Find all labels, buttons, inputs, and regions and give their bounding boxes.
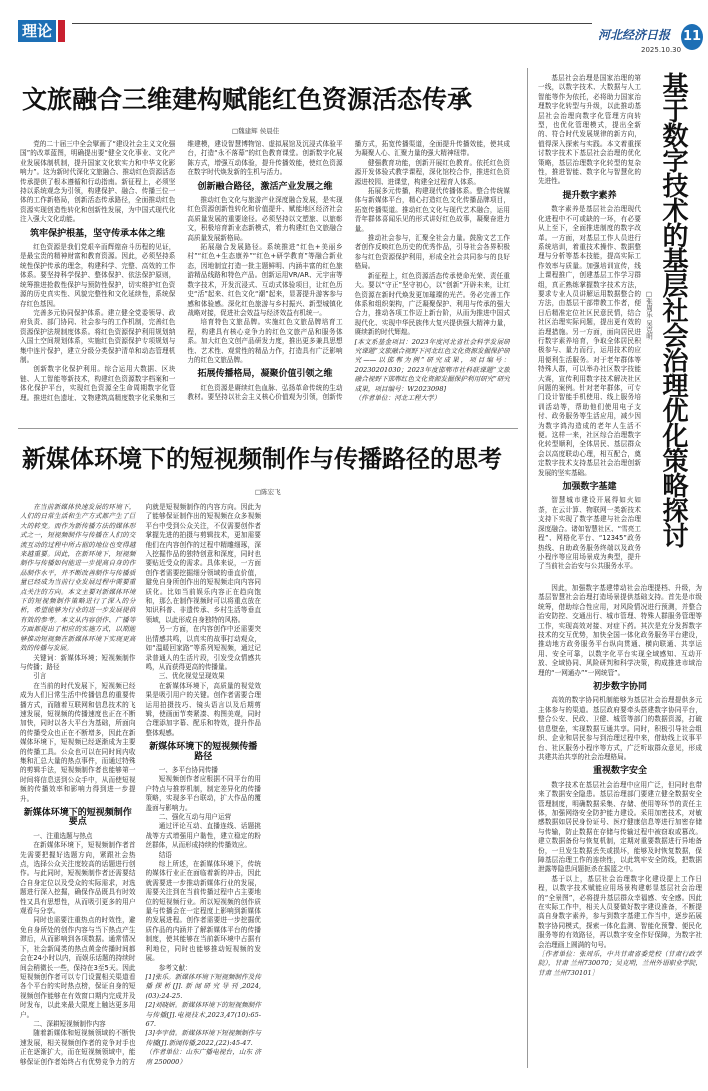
- paragraph: 综上所述，在新媒体环境下，传统的媒体行业正在面临着新的冲击，因此就需要进一步推动新媒体行业的发展，需要关注到在当前传播过程中占主要地位的短视频行业。所以短视频的创作质量与传播会在一定程度上影响到新媒体的发展进程。创作者需要进一步挖掘优质作品的内涵并了解新媒体平台的传播制度，使其能够在当前新环境中占据有利地位，同时也能够推动短视频的发展。: [145, 860, 261, 963]
- paragraph: 健强教育功能，创新开展红色教育。依托红色资源开发体验式教学课程，深化馆校合作，推进红色资源进校园、进课堂，构建全过程育人体系。: [354, 158, 510, 186]
- right-article-body-upper: [538, 74, 641, 584]
- paragraph: [3]李宇倩。新媒体环境下短视频制作与传播[J].新闻传播,2022,(22):45-47.: [145, 1029, 261, 1047]
- section-heading: 创新融合路径，激活产业发展之维: [197, 181, 333, 192]
- newspaper-logo: 河北经济日报: [598, 28, 671, 42]
- paragraph: 推动社会参与，汇聚全社会力量。鼓励文艺工作者创作反映红色历史的优秀作品，引导社会各界积极参与红色资源保护利用，形成全社会共同参与的良好格局。: [354, 234, 510, 271]
- paragraph: 结语: [158, 850, 172, 859]
- paragraph: 同时也需要注重热点的时效性，避免自身所处的创作内容与当下热点产生滞后，从而影响到各项数据。通常情况下，社会新闻类的热点黄金传播时间都会在24小时以内，而娱乐话题的持续时间会稍微长一些，保持在3至5天。因此短视频创作者可以专门设置相关渠道看各个平台的实时热点榜，保证自身的短视频创作能够在有效窗口期内完成并及时发布，以此来最大限度上触达更多用户。: [20, 916, 136, 1019]
- paragraph: 基于以上，基层社会治理数字化建设提上工作日程，以数字技术赋能应用场景构建彰显基层社会治理的“全景图”，必将提升基层群众幸福感、安全感。因此在实际工作中，相关人员要做好数字建设准备，不断提高自身数字素养，参与到数字基建工作当中，逐步拓展数字协同模式，探索一体化监测、智能化预警、便民化服务等的有效路径，再以数字安全作好保障，为数字社会治理画上圆满的句号。: [538, 874, 702, 949]
- top-article-body: [20, 140, 510, 410]
- column-divider: [527, 68, 528, 1068]
- section-badge-bar: [58, 20, 65, 42]
- bottom-article-byline: □陈宏飞: [255, 488, 281, 496]
- paragraph: 引言: [33, 672, 47, 681]
- paragraph: 红色资源是赓续红色血脉、弘扬革命传统的生动教材。要坚持以社会主义核心价值观为引领，创新传播方式，拓宽传播渠道，全面提升传播效能，使其成为凝聚人心、汇聚力量的强大精神纽带。: [187, 140, 510, 402]
- paragraph: 数字技术在基层社会治理中应用广泛，但同时也带来了数据安全隐患。基层治理部门要建立健全数据安全管理制度，明确数据采集、存储、使用等环节的责任主体，加强网络安全防护能力建设。采用加密技术，对敏感数据如居民身份证号、医疗健康信息等进行加密存储与传输，防止数据在存储与传输过程中被窃取或篡改。建立数据备份与恢复机制，定期对重要数据进行异地备份，一旦发生数据丢失或损坏，能够及时恢复数据，保障基层治理工作的连续性，以此筑牢安全防线，把数据泄露等隐患问题扼杀在摇篮之中。: [538, 780, 702, 874]
- paragraph: （作者单位：河北工程大学）: [354, 393, 441, 402]
- paragraph: （作者单位：山东广播电视台，山东 济南 250000）: [145, 1048, 261, 1066]
- paragraph: 培育特色文旅品牌。实施红色文旅品牌培育工程，构建具有核心竞争力的红色文旅产品和服务体系。加大红色文创产品研发力度，推出更多兼具思想性、艺术性、观赏性的精品力作，打造具有广泛影响力的红色文旅品牌。: [187, 318, 343, 364]
- paragraph: 因此，加强数字基建带动社会治理提档、升级，为基层智慧社会治理打造场景提供基础支持。首先是市级统筹，借助综合性应用，对风险情况进行预测，并整合治安防控、交通出行、城市管理、特殊人群服务管理等工作，实现高效对接、对症下药。其次是充分发挥数字技术的交互优势，加快全国一体化政务服务平台建设，推动地方政务服务平台纵向贯通、横向联通、共享运用、安全可靠，以数字化平台实现全域感知、互动开放、全域协同、风险研判和科学决策，构成推进市域治理的“一网通办”“一网统管”。: [538, 584, 702, 677]
- section-label: 理论: [18, 20, 56, 42]
- paragraph: 一、多平台协同传播: [158, 765, 219, 774]
- header-rule: [72, 23, 592, 24]
- paragraph: 高效的数字协同机制能够为基层社会治理提供多元主体参与的渠道。基层政府要牵头搭建数字协同平台，整合公安、民政、卫健、城管等部门的数据资源，打破信息壁垒，实现数据互通共享。同时，积极引导社会组织、企业和居民参与到治理过程中来，借助线上议事平台、社区服务小程序等方式，广泛听取群众意见，形成共建共治共享的社会治理格局。: [538, 696, 702, 761]
- paragraph: 拓展多元传播，构建现代传播体系。整合传统媒体与新媒体平台，精心打造红色文化传播品牌项目，拓宽传播渠道。推动红色文化与现代艺术融合，运用青年群体喜闻乐见的形式讲好红色故事，凝聚奋进力量。: [354, 187, 510, 233]
- paragraph: 三、优化视觉呈现效果: [158, 672, 225, 681]
- section-heading: 筑牢保护根基，坚守传承本体之维: [30, 228, 166, 239]
- paragraph: 红色资源是我们党艰辛而辉煌奋斗历程的见证，是最宝贵的精神财富和教育资源。因此，必须坚持系统性保护传承的理念，构建科学、完整、高效的工作体系。要坚持科学保护、整体保护、依法保护原则，统筹推进抢救性保护与预防性保护，切实维护红色资源的历史真实性、风貌完整性和文化延续性，系统保存红色基因。: [20, 243, 176, 308]
- paragraph: 拓展融合发展路径。系统推进“红色+美丽乡村”“红色+生态康养”“红色+研学教育”等融合新业态，因地制宜打造一批主题鲜明、内涵丰富的红色旅游精品线路和特色产品。创新运用VR/AR、元宇宙等数字技术，开发沉浸式、互动式体验项目，让红色历史“活”起来、红色文化“潮”起来，显著提升游客参与感和体验感。深化红色旅游与乡村振兴、新型城镇化战略对接，促进社会效益与经济效益有机统一。: [187, 243, 343, 317]
- paragraph: 创新数字化保护利用。综合运用大数据、区块链、人工智能等新技术，构建红色资源数字档案和一体化保护平台，实现红色资源全生命周期数字化管理。推进红色遗址、文物建筑高精度数字化采集和三维建模，建设智慧博物馆、虚拟展馆及沉浸式体验平台，打造“永不落幕”的红色教育课堂。创新数字化展陈方式，增强互动体验，提升传播效能，使红色资源在数字时代焕发新的生机与活力。: [20, 140, 343, 402]
- paragraph: 关键词：新媒体环境；短视频制作与传播；路径: [20, 653, 136, 671]
- paragraph: 在新媒体环境下，高质量的视觉效果是吸引用户的关键。创作者需要合理运用拍摄技巧、镜头语言以及后期剪辑，使画面节奏紧凑、构图美观，同时合理添加字幕、配乐和特效，提升作品整体观感。: [145, 681, 261, 737]
- paragraph: 推动红色文化与旅游产业深度融合发展，是实现红色资源创新性转化和价值提升、赋能地区经济社会高质量发展的重要途径。必须坚持以文塑旅、以旅彰文，积极培育新业态新模式，着力构建红色文旅融合高质量发展新格局。: [187, 196, 343, 242]
- paragraph: [1]张乐。新媒体环境下短视频制作及传播探析[J].新闻研究导刊,2024,(03):24-25.: [145, 972, 261, 1000]
- paragraph: 二、强化互动与用户运营: [158, 813, 232, 821]
- paragraph: 党的二十届三中全会擘画了“建设社会主义文化强国”的改革蓝图，明确提出要“健全文化事业、文化产业发展体制机制，提升国家文化软实力和中华文化影响力”。这为新时代深化文旅融合、推动红色资源活态传承提供了根本遵循和行动指南。新征程上，必须坚持以系统观念为引领，构建保护、融合、传播三位一体的工作新格局，创新活态传承路径，全面推动红色资源实现创造性转化和创新性发展，为中国式现代化注入强大文化动能。: [20, 140, 176, 224]
- paragraph: 数字素养是基层社会治理现代化进程中不可或缺的一环，有必要从上至下，全面推进制度的数字改革。一方面，对基层工作人员进行系统培训，着重技术操作、数据整理与分析等基本技能，提高实际工作效率与质量。加强培训宣传，线上课程推广，创建基层工作学习群组，真正熟练掌握数字技术方法，要求专业人员讲解运用数据整合的方法，由基层干部带教工作者，便日后精准定位社区民意民情，结合社区治理实际问题，提出更有效的治理措施。另一方面，面向居民进行数字素养培育，争取全体居民积极参与、量力而行，运用技术的应用便利生活服务。对于老年群体等特殊人群，可以举办社区数字技能大赛，宣传利用数字技术解决社区问题的案例。针对老年群体，可专门设计智能手机使用、线上服务培训活动等，帮助他们使用电子支付、政务服务等生活应用，减少因为数字鸿沟造成的老年人生活不便。这样一来，社区综合治理数字化转型顺利，全体居民、基层群众会以高度联动心理，相互配合，奠定数字技术支持基层社会治理创新发展的坚实基础。: [538, 205, 641, 477]
- article-divider: [18, 428, 518, 429]
- right-article-title: 基于数字技术的基层社会治理优化策略探讨: [658, 72, 688, 547]
- paragraph: 短视频创作者应根据不同平台的用户特点与推荐机制，制定差异化的传播策略，实现多平台联动，扩大作品的覆盖面与影响力。: [145, 775, 261, 812]
- section-heading: 加强数字基建: [562, 482, 617, 493]
- section-badge: [18, 20, 65, 42]
- paragraph: 智慧城市建设开展得如火如荼，在云计算、物联网一类新技术支持下实现了数字基建与社会治理深度融合。诸如智慧社区、“雪亮工程”、网格化平台、“12345”政务热线、自助政务服务终端以及政务小程序等应用场景成为典型，提升了当前社会治安与公共服务水平。: [538, 496, 641, 571]
- page-number: 11: [681, 24, 703, 50]
- paragraph: 在当前新媒体快速发展的环境下，人们的日常生活和生产方式都产生了巨大的转变。而作为新传播方法的媒体形式之一，短视频制作与传播在人们的交流互动的过程中所占据的地位也变得越来越重要。因此，在新环境下，短视频制作与传播如何能进一步提高自身的作品制作水平，并不断改善制作与传播质量已经成为当前行业发展过程中需要重点关注的方向。本文主要对新媒体环境下的短视频制作策略进行了深入的分析，希望能够为行业的进一步发展提供有效的参考。本文从内容创作、广播等方面都提出了相应的实施方式，以期能够推动短视频在新媒体环境下实现更高效的传播与发展。: [20, 503, 136, 653]
- right-article-byline: □张周乐 吴克明: [645, 290, 653, 340]
- right-article-body-lower: [538, 584, 702, 1066]
- paragraph: [2]刘晓妍。新媒体环境下的短视频制作与传播[J].电视技术,2023,47(10):65-67.: [145, 1001, 261, 1028]
- paragraph: 另一方面，在内容创作中还需要突出情感共鸣，以真实的故事打动观众，如“温暖回家路”等系列短视频，通过记录普通人的生活片段，引发受众情感共鸣，从而获得更高的传播量。: [145, 625, 261, 671]
- paragraph: 在当前的时代发展下，短视频已经成为人们日常生活中传播信息的重要传播方式，而随着互联网和信息技术的飞速发展，短视频的传播速度也正在不断加快，同时以各大平台为基础，所面向的传播受众也正在不断增多，因此在新媒体环境下，短视频已经逐渐成为主要的传播工具。公众也可以在同时间内收集和汇总大量的热点事件，而通过特殊的剪辑手法，短视频制作者也能够第一时间将信息送到公众手中，从而使短视频的传播效率和影响力得到进一步提升。: [20, 681, 136, 803]
- paragraph: [本文系基金项目：2023年度河北省社会科学发展研究课题“文旅融合视野下河北红色文化资源发掘保护研究——以邯郸为例”研究成果，项目编号：20230201030；2023年度邯郸市社科联课题“文旅融合视野下邯郸红色文化资源发掘保护利用研究”研究成果，项目编号：W2023098]: [354, 337, 510, 393]
- issue-date: 2025.10.30: [641, 46, 682, 54]
- section-heading: 新媒体环境下的短视频传播路径: [149, 742, 258, 762]
- section-heading: 拓展传播格局，凝聚价值引领之维: [197, 369, 333, 380]
- section-heading: 初步数字协同: [592, 682, 647, 693]
- paragraph: 新征程上，红色资源活态传承使命光荣、责任重大。要以“守正”坚守初心，以“创新”开辟未来，让红色资源在新时代焕发更加璀璨的光芒。务必完善工作体系和组织架构，广泛凝聚保护、利用与传承的强大合力，推动各项工作迈上新台阶，从而为推进中国式现代化、实现中华民族伟大复兴提供强大精神力量，赓续新的时代辉煌。: [354, 271, 510, 337]
- paragraph: 基层社会治理是国家治理的第一线，以数字技术、大数据与人工智能等作为依托，必将助力国家治理数字化转型与升级，以此推动基层社会治理向数字化管理方向转型，也优化管理模式，提出全新的、符合时代发展规律的新方向，值得深入探索与实践。本文着重探讨数字技术下基层社会治理的优化策略，基层治理数字化转型的复杂性，推进智能、数字化与智慧化的先进性。: [538, 74, 641, 186]
- paragraph: 在新媒体环境下，短视频制作者首先需要把握好选题方向，紧跟社会热点，选择公众关注度较高的话题进行创作。与此同时，短视频制作者还需要结合自身定位以及受众的实际需求，对选题进行深入挖掘，确保作品既具有时效性又具有思想性，从而吸引更多的用户观看与分享。: [20, 841, 136, 916]
- section-heading: 提升数字素养: [562, 190, 617, 201]
- section-heading: 新媒体环境下的短视频制作要点: [23, 808, 132, 828]
- paragraph: 二、深耕短视频制作内容: [33, 1019, 106, 1028]
- paragraph: 参考文献：: [158, 963, 192, 972]
- paragraph: 一、注重选题与热点: [33, 831, 93, 840]
- paragraph: ［作者单位：张周乐，中共甘肃省委党校（甘肃行政学院），甘肃 兰州730070；吴克明，兰州外语职业学院，甘肃 兰州730101］: [538, 950, 702, 977]
- paragraph: 完善多元协同保护体系。建立健全党委领导、政府负责、部门协同、社会参与的工作机制，完善红色资源保护法规制度体系。将红色资源保护利用规划纳入国土空间规划体系，实施红色资源保护专项规划与集中连片保护，建立分级分类保护清单和动态管理机制。: [20, 308, 176, 364]
- section-heading: 重视数字安全: [592, 766, 647, 777]
- paragraph: 通过评论互动、直播连线、话题挑战等方式增强用户黏性，建立稳定的粉丝群体，从而形成持续的传播效应。: [145, 822, 261, 850]
- paragraph: 随着新媒体和短视频领域的不断快速发展，相关视频创作者的竞争对手也正在逐渐扩大，而在短视频领域中，能够保证创作者始终占有优势竞争力的方向就是短视频制作的内容方向。因此为了能够保证制作出的短视频在众多视频平台中受到公众关注，不仅需要创作者掌握先进的拍摄与剪辑技术，更加需要他们在内容创作的过程中精雕细琢，深入挖掘作品的独特创意和深度，同时也要贴近受众的需求。具体来说，一方面创作者需要挖掘细分领域的垂直价值，避免自身所创作出的短视频走向内容同质化。比如当前娱乐内容正在趋向饱和，那么在制作视频时可以将重点放在知识科普、非遗传承、乡村生活等垂直领域，以此形成自身独特的风格。: [20, 503, 261, 1066]
- top-article-title: 文旅融合三维建构赋能红色资源活态传承: [22, 85, 473, 114]
- top-article-byline: □魏建辉 侯晨佳: [232, 127, 280, 135]
- bottom-article-title: 新媒体环境下的短视频制作与传播路径的思考: [22, 445, 502, 473]
- bottom-article-body: [20, 503, 512, 1068]
